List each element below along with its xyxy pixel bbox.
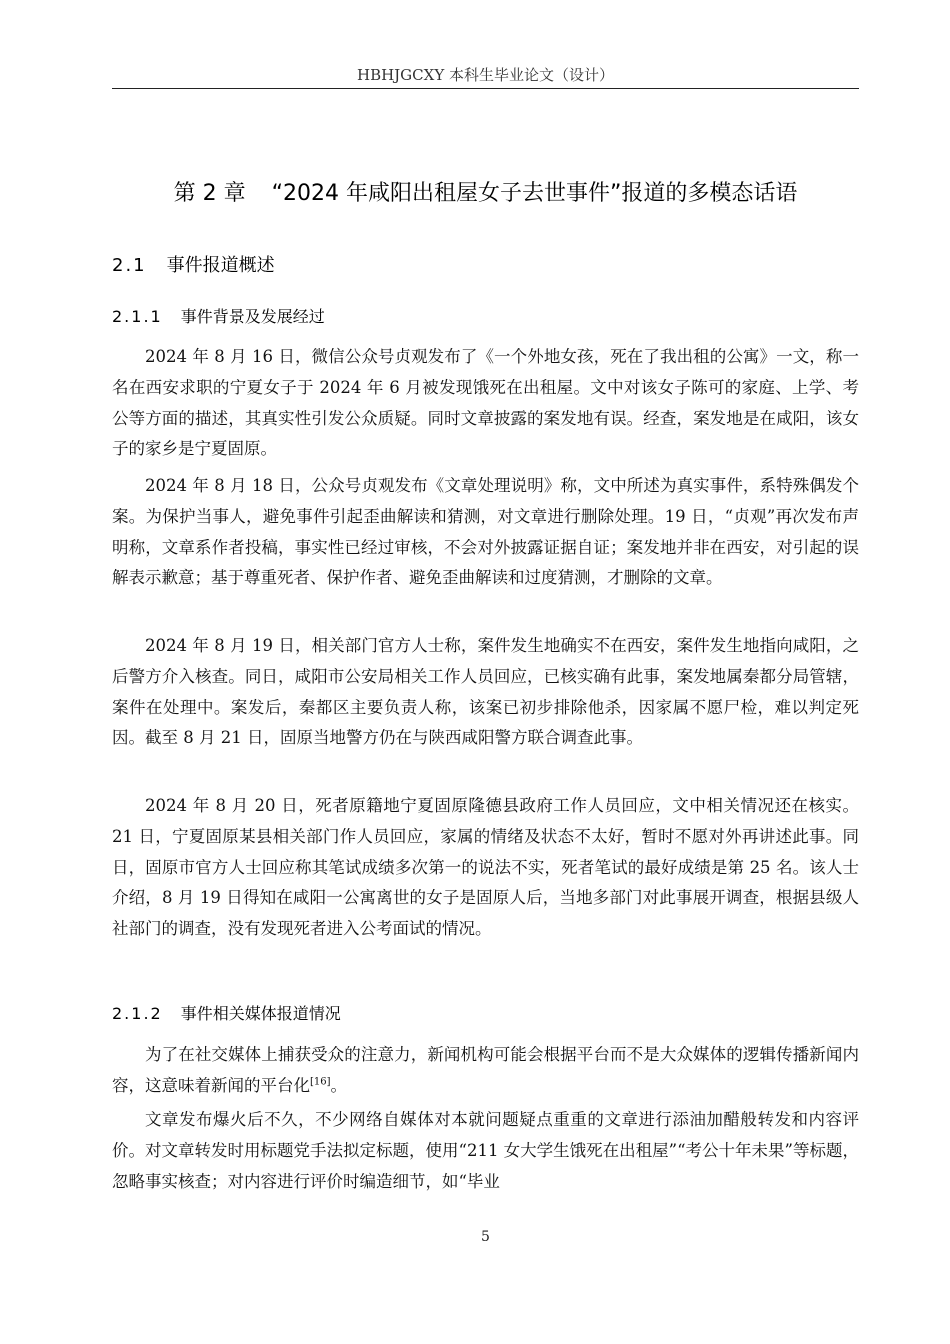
section-heading-2-1-1 bbox=[112, 303, 325, 331]
section-heading-2-1 bbox=[112, 251, 275, 281]
section-number: 2.1.1 bbox=[112, 307, 163, 326]
section-heading-2-1-2 bbox=[112, 1000, 341, 1028]
paragraph-background-4: 2024 年 8 月 20 日，死者原籍地宁夏固原隆德县政府工作人员回应，文中相关情况还在核实。21 日，宁夏固原某县相关部门作人员回应，家属的情绪及状态不太好，暂时不愿对外再讲述此事。同日，固原市官方人士回应称其笔试成绩多次第一的说法不实，死者笔试的最好成绩是第 25 名。该人士介绍，8 月 19 日得知在咸阳一公寓离世的女子是固原人后，当地多部门对此事展开调查，根据县级人社部门的调查，没有发现死者进入公考面试的情况。 bbox=[112, 796, 859, 939]
section-number: 2.1 bbox=[112, 255, 147, 276]
page-number: 5 bbox=[481, 1229, 490, 1245]
paragraph-background-1: 2024 年 8 月 16 日，微信公众号贞观发布了《一个外地女孩，死在了我出租的公寓》一文，称一名在西安求职的宁夏女子于 2024 年 6 月被发现饿死在出租屋。文中对该女子陈可的家庭、上学、考公等方面的描述，其真实性引发公众质疑。同时文章披露的案发地有误。经查，案发地是在咸阳，该女子的家乡是宁夏固原。 bbox=[112, 347, 859, 459]
citation-reference: [16] bbox=[310, 1076, 331, 1088]
section-title: 事件相关媒体报道情况 bbox=[180, 1004, 341, 1023]
paragraph-text: 为了在社交媒体上捕获受众的注意力，新闻机构可能会根据平台而不是大众媒体的逻辑传播新闻内容，这意味着新闻的平台化 bbox=[112, 1045, 859, 1095]
section-title: 事件背景及发展经过 bbox=[180, 307, 325, 326]
section-title: 事件报道概述 bbox=[166, 255, 275, 276]
paragraph-media-2: 文章发布爆火后不久，不少网络自媒体对本就问题疑点重重的文章进行添油加醋般转发和内容评价。对文章转发时用标题党手法拟定标题，使用“211 女大学生饿死在出租屋”“考公十年未果”等标题，忽略事实核查；对内容进行评价时编造细节，如“毕业 bbox=[112, 1110, 859, 1191]
paragraph-background-3: 2024 年 8 月 19 日，相关部门官方人士称，案件发生地确实不在西安，案件发生地指向咸阳，之后警方介入核查。同日，咸阳市公安局相关工作人员回应，已核实确有此事，案发地属秦都分局管辖，案件在处理中。案发后，秦都区主要负责人称，该案已初步排除他杀，因家属不愿尸检，难以判定死因。截至 8 月 21 日，固原当地警方仍在与陕西咸阳警方联合调查此事。 bbox=[112, 636, 859, 748]
chapter-title bbox=[112, 176, 859, 212]
section-number: 2.1.2 bbox=[112, 1004, 163, 1023]
chapter-title-text: “2024 年咸阳出租屋女子去世事件”报道的多模态话语 bbox=[271, 181, 798, 206]
paragraph-end-punctuation: 。 bbox=[330, 1075, 348, 1095]
page-header: HBHJGCXY 本科生毕业论文（设计） bbox=[356, 66, 614, 84]
paragraph-background-2: 2024 年 8 月 18 日，公众号贞观发布《文章处理说明》称，文中所述为真实事件，系特殊偶发个案。为保护当事人，避免事件引起歪曲解读和猜测，对文章进行删除处理。19 日，“贞观”再次发布声明称，文章系作者投稿，事实性已经过审核，不会对外披露证据自证；案发地并非在西安，对引起的误解表示歉意；基于尊重死者、保护作者、避免歪曲解读和过度猜测，才删除的文章。 bbox=[112, 476, 859, 588]
paragraph-media-1 bbox=[112, 1040, 859, 1102]
chapter-number: 第 2 章 bbox=[173, 181, 246, 206]
header-rule bbox=[112, 88, 859, 89]
